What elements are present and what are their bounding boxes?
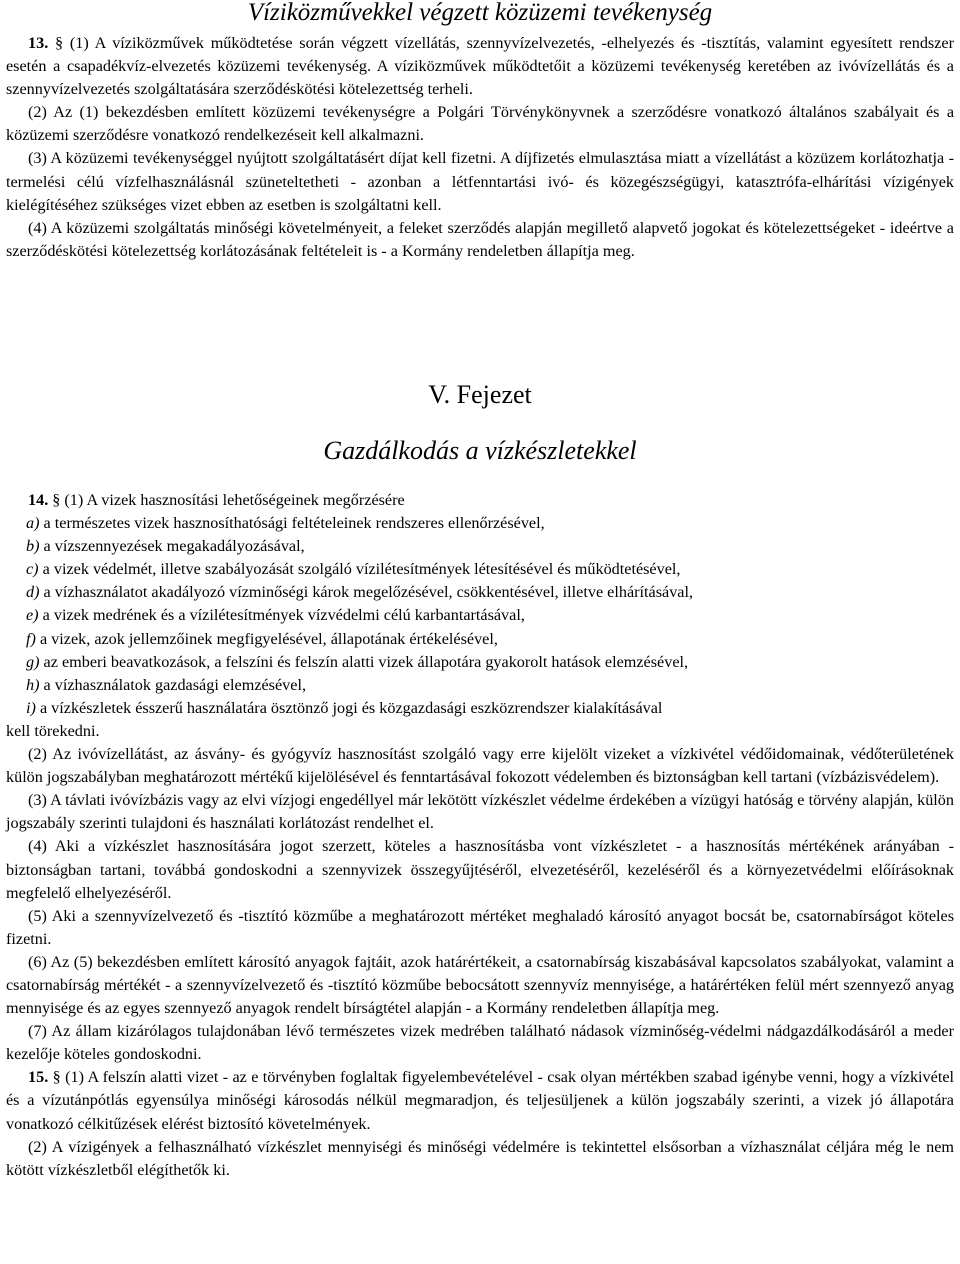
s15-p1-text: § (1) A felszín alatti vizet - az e törvényben foglaltak figyelembevételével - csak olyan mértékben szabad igénybe venni, hogy a vízkivétel és a vízutánpótlás egyensúlya minőségi károsodás nélkül megmaradjon, és teljesüljenek a külön jogszabály szerinti, a vizek jó állapotára vonatkozó célkitűzések elérést biztosító követelmények. [6,1068,955,1133]
item-letter: i) [26,698,36,717]
list-item [6,697,954,720]
s13-paragraph-4: (4) A közüzemi szolgáltatás minőségi követelményeit, a feleket szerződés alapján megillető alapvető jogokat és kötelezettségeket - ideértve a szerződéskötési kötelezettség korlátozásának feltételeit is - a Kormány rendeletben állapítja meg. [6,218,954,260]
item-text: a vizek védelmét, illetve szabályozását szolgáló vízilétesítmények létesítésével és működtetésével, [38,560,681,579]
item-letter: e) [26,606,39,625]
s13-paragraph-3: (3) A közüzemi tevékenységgel nyújtott szolgáltatásért díjat kell fizetni. A díjfizetés elmulasztása miatt a vízellátást a közüzem korlátozhatja - termelési célú vízfelhasználásnál szüneteltetheti - azonban a létfenntartási ivó- és közegészségügyi, katasztrófa-elhárítási vízigények kielégítéséhez szükséges vizet ebben az esetben is szolgáltatni kell. [6,149,954,214]
s13-p1-text: § (1) A víziközművek működtetése során végzett vízellátás, szennyvízelvezetés, -elhelyezés és -tisztítás, valamint egyesített rendszer esetén a csapadékvíz-elvezetés közüzemi tevékenység. A víziközművek működtetőit a közüzemi tevékenység keretében az ivóvízellátás és a szennyvízelvezetés szolgáltatására szerződéskötési kötelezettség terheli. [6,34,954,99]
s15-paragraph-1 [6,1066,954,1135]
s13-paragraph-1 [6,32,954,101]
s15-number: 15. [28,1068,49,1087]
item-text: a természetes vizek hasznosíthatósági feltételeinek rendszeres ellenőrzésével, [39,514,545,533]
list-item [6,674,954,697]
chapter-subtitle: Gazdálkodás a vízkészletekkel [323,436,637,465]
list-item [6,558,954,581]
s13-number: 13. [28,34,49,52]
item-text: a vízszennyezések megakadályozásával, [39,537,305,556]
item-letter: b) [26,537,40,556]
s15-paragraph-2: (2) A vízigények a felhasználható vízkészlet mennyiségi és minőségi védelmére is tekintettel elsősorban a vízhasználat céljára még le nem kötött vízkészletből elégíthetők ki. [6,1137,954,1179]
list-item [6,628,954,651]
s14-paragraph-5: (5) Aki a szennyvízelvezető és -tisztító közműbe a meghatározott mértéket meghaladó károsító anyagot bocsát be, csatornabírságot köteles fizetni. [6,906,954,948]
list-item [6,581,954,604]
item-text: a vízkészletek ésszerű használatára ösztönző jogi és közgazdasági eszközrendszer kialakításával [35,698,663,717]
item-text: az emberi beavatkozások, a felszíni és felszín alatti vizek állapotára gyakorolt hatások elemzésével, [39,652,689,671]
s14-list-closing: kell törekedni. [6,721,100,740]
s13-paragraph-2: (2) Az (1) bekezdésben említett közüzemi tevékenységre a Polgári Törvénykönyvnek a szerződésre vonatkozó általános szabályait és a közüzemi szerződésre vonatkozó rendelkezéseit kell alkalmazni. [6,103,954,145]
s14-paragraph-4: (4) Aki a vízkészlet hasznosítására jogot szerzett, köteles a hasznosításba vont vízkészletet - a hasznosítás mértékének arányában - biztonságban tartani, továbbá gondoskodni a szennyvizek összegyűjtéséről, elvezetéséről, kezeléséről és a környezetvédelmi előírásoknak megfelelő elhelyezéséről. [6,837,954,902]
s14-paragraph-7: (7) Az állam kizárólagos tulajdonában lévő természetes vizek medrében található nádasok vízminőség-védelmi nádgazdálkodásáról a meder kezelője köteles gondoskodni. [6,1022,954,1064]
section-14-15 [6,489,954,1182]
s14-paragraph-6: (6) Az (5) bekezdésben említett károsító anyagok fajtáit, azok határértékeit, a csatornabírság kiszabásával kapcsolatos szabályokat, valamint a csatornabírság mértékét - a szennyvízelvezető és -tisztító közműbe bebocsátott szennyvíz mennyisége, a határértéken felül mért szennyező anyag mennyisége és az egyes szennyező anyagok rendelt bírságtétel alapján - a Kormány rendeletben állapítja meg. [6,952,954,1018]
item-text: a vízhasználatot akadályozó vízminőségi károk megelőzésével, csökkentésével, illetve elhárításával, [39,583,694,602]
list-item [6,604,954,627]
item-letter: c) [26,560,39,579]
item-letter: g) [26,652,40,671]
list-item [6,651,954,674]
item-text: a vizek medrének és a vízilétesítmények vízvédelmi célú karbantartásával, [38,606,525,625]
item-text: a vizek, azok jellemzőinek megfigyelésével, állapotának értékelésével, [35,629,498,648]
item-text: a vízhasználatok gazdasági elemzésével, [39,675,306,694]
list-item [6,512,954,535]
s14-number: 14. [28,491,49,509]
section-13 [6,32,954,263]
item-letter: h) [26,675,40,694]
item-letter: f) [26,629,36,648]
item-letter: a) [26,514,40,533]
item-letter: d) [26,583,40,602]
s14-paragraph-2: (2) Az ivóvízellátást, az ásvány- és gyógyvíz hasznosítást szolgáló vagy erre kijelölt vizeket a vízkivétel védőidomainak, védőterületének külön jogszabályban meghatározott mértékű kijelölésével és fenntartásával fokozott védelemben és biztonságban kell tartani (vízbázisvédelem). [6,745,954,787]
list-item [6,535,954,558]
s14-p1-text: § (1) A vizek hasznosítási lehetőségeinek megőrzésére [52,491,405,509]
s14-paragraph-1 [6,489,954,512]
section-heading: Víziközművekkel végzett közüzemi tevékenység [247,0,713,26]
chapter-title: V. Fejezet [428,380,532,409]
s14-paragraph-3: (3) A távlati ivóvízbázis vagy az elvi vízjogi engedéllyel már lekötött vízkészlet védelme érdekében a vízügyi hatóság e törvény alapján, külön jogszabály szerinti tulajdoni és használati korlátozást rendelhet el. [6,791,954,833]
